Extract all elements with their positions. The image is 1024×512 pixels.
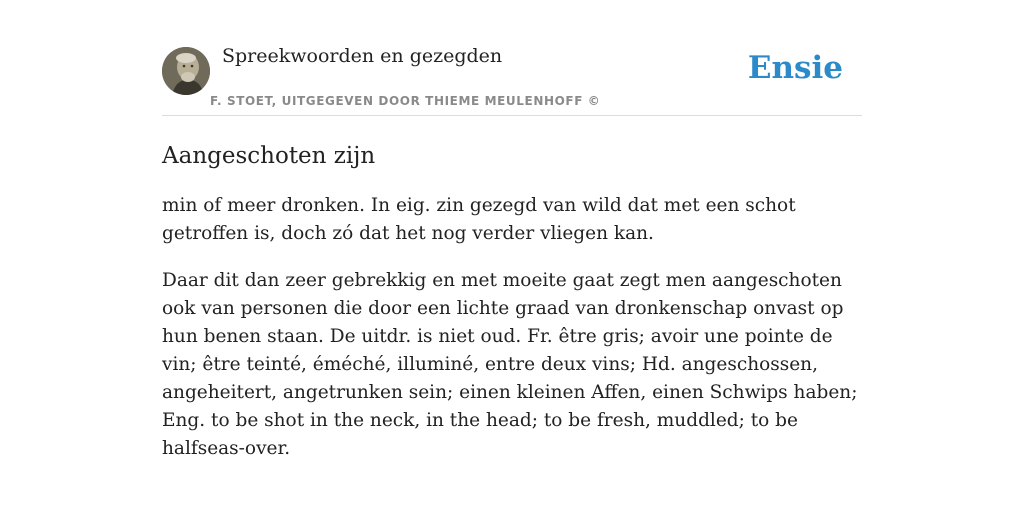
content-container — [162, 0, 862, 463]
brand-logo[interactable]: Ensie — [747, 50, 843, 86]
entry-title: Aangeschoten zijn — [162, 143, 376, 169]
definition-paragraph: Daar dit dan zeer gebrekkig en met moeite gaat zegt men aangeschoten ook van personen die door een lichte graad van dronkenschap onvast op hun benen staan. De uitdr. is niet oud. Fr. être gris; avoir une pointe de vin; être teinté, éméché, illuminé, entre deux vins; Hd. angeschossen, angeheitert, angetrunken sein; einen kleinen Affen, einen Schwips haben; Eng. to be shot in the neck, in the head; to be fresh, muddled; to be halfseas-over. — [162, 270, 858, 459]
source-header — [162, 0, 862, 116]
definition-paragraph: min of meer dronken. In eig. zin gezegd van wild dat met een schot getroffen is, doch zó dat het nog verder vliegen kan. — [162, 195, 796, 244]
source-title[interactable]: Spreekwoorden en gezegden — [222, 45, 503, 67]
source-credit: F. STOET, UITGEGEVEN DOOR THIEME MEULENHOFF © — [210, 94, 601, 108]
portrait-avatar-icon — [162, 47, 210, 95]
